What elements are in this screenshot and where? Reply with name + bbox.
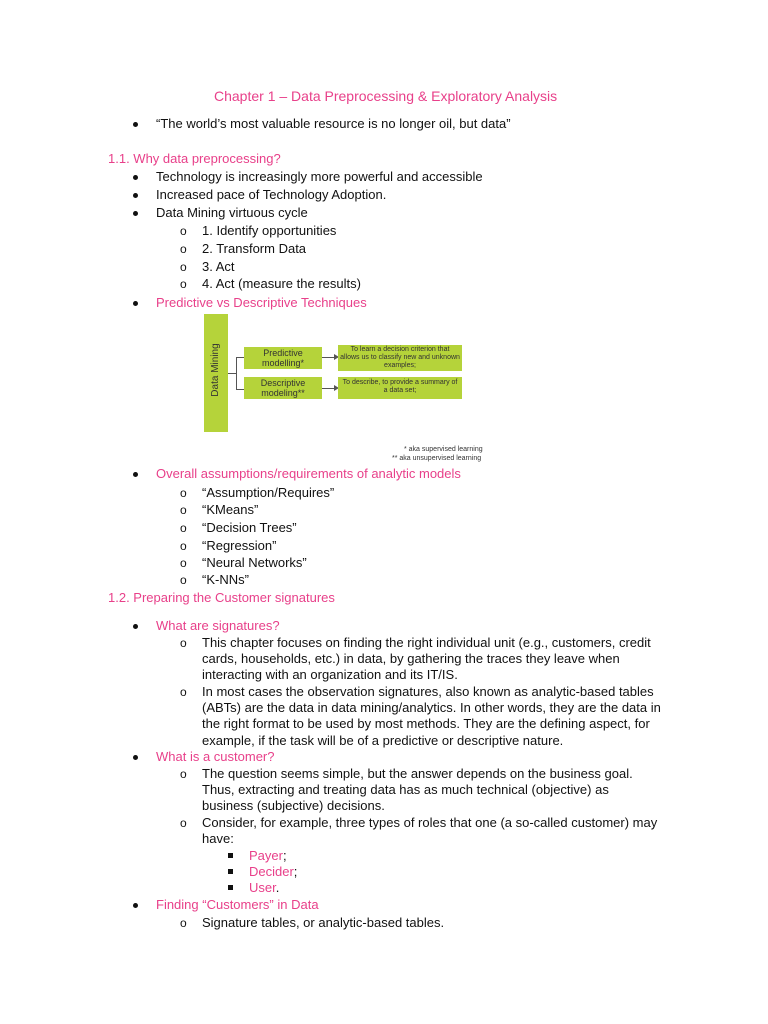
section-heading-1-2: 1.2. Preparing the Customer signatures — [108, 590, 335, 605]
sub-bullet-circle: o — [180, 242, 187, 256]
square-bullet — [228, 853, 233, 858]
bullet-dot — [133, 211, 138, 216]
sub-bullet-circle: o — [180, 556, 187, 570]
bullet-dot — [133, 122, 138, 127]
assumption-item: “Decision Trees” — [202, 520, 297, 535]
signatures-paragraph: In most cases the observation signatures, also known as analytic-based tables (ABTs) are the data in data mining/analytics. In other words, they are the data in the right format to be used by most methods. They are the defining aspect, for example, if the task will be of a predictive or descriptive nature. — [202, 684, 661, 748]
role-punct: ; — [282, 848, 287, 863]
bullet-dot — [133, 624, 138, 629]
role-name: Decider — [249, 864, 294, 879]
customer-paragraph: Consider, for example, three types of roles that one (a so-called customer) may have: — [202, 815, 658, 847]
square-bullet — [228, 869, 233, 874]
quote-text: “The world’s most valuable resource is no longer oil, but data” — [156, 116, 511, 131]
sub-bullet-circle: o — [180, 767, 187, 781]
diagram-note: ** aka unsupervised learning — [392, 455, 482, 462]
cycle-item: 2. Transform Data — [202, 241, 307, 256]
cycle-item: 1. Identify opportunities — [202, 223, 337, 238]
page-title: Chapter 1 – Data Preprocessing & Exploratory Analysis — [214, 88, 558, 104]
bullet-dot — [133, 193, 138, 198]
assumption-item: “KMeans” — [202, 502, 259, 517]
bullet-dot — [133, 903, 138, 908]
data-mining-diagram — [204, 312, 500, 468]
what-customer-heading: What is a customer? — [156, 749, 275, 764]
assumption-item: “Neural Networks” — [202, 555, 307, 570]
connector-line — [236, 357, 237, 389]
diagram-note: * aka supervised learning — [404, 446, 483, 453]
sub-bullet-circle: o — [180, 503, 187, 517]
sub-bullet-circle: o — [180, 636, 187, 650]
sub-bullet-circle: o — [180, 916, 187, 930]
role-punct: . — [275, 880, 280, 895]
sub-bullet-circle: o — [180, 573, 187, 587]
role-punct: ; — [293, 864, 298, 879]
connector-line — [236, 389, 244, 390]
predictive-heading: Predictive vs Descriptive Techniques — [156, 295, 367, 310]
square-bullet — [228, 885, 233, 890]
role-item — [249, 864, 297, 880]
assumptions-heading: Overall assumptions/requirements of analytic models — [156, 466, 461, 481]
role-name: User — [249, 880, 276, 895]
bullet-dot — [133, 755, 138, 760]
sub-bullet-circle: o — [180, 277, 187, 291]
role-item — [249, 848, 287, 864]
list-item: Data Mining virtuous cycle — [156, 205, 308, 220]
sub-bullet-circle: o — [180, 685, 187, 699]
finding-item: Signature tables, or analytic-based tables. — [202, 915, 445, 930]
finding-customers-heading: Finding “Customers” in Data — [156, 897, 319, 912]
section-heading-1-1: 1.1. Why data preprocessing? — [108, 151, 281, 166]
sub-bullet-circle: o — [180, 539, 187, 553]
bullet-dot — [133, 175, 138, 180]
list-item: Increased pace of Technology Adoption. — [156, 187, 387, 202]
cycle-item: 4. Act (measure the results) — [202, 276, 361, 291]
predictive-desc: To learn a decision criterion that allows us to classify new and unknown examples; — [340, 346, 460, 369]
connector-line — [228, 373, 236, 374]
bullet-dot — [133, 472, 138, 477]
sub-bullet-circle: o — [180, 816, 187, 830]
descriptive-box-label: Descriptive modeling** — [260, 378, 306, 398]
assumption-item: “K-NNs” — [202, 572, 249, 587]
diagram-vertical-label: Data Mining — [210, 343, 221, 397]
signatures-paragraph: This chapter focuses on finding the right individual unit (e.g., customers, credit cards, households, etc.) in data, by gathering the traces they leave when interacting with an organization and its IT/IS. — [202, 635, 651, 683]
customer-paragraph: The question seems simple, but the answer depends on the business goal. Thus, extracting and treating data has as much technical (objective) as business (subjective) decisions. — [202, 766, 633, 814]
connector-line — [236, 357, 244, 358]
role-item — [249, 880, 279, 896]
assumption-item: “Regression” — [202, 538, 277, 553]
what-signatures-heading: What are signatures? — [156, 618, 280, 633]
bullet-dot — [133, 301, 138, 306]
descriptive-desc: To describe, to provide a summary of a data set; — [342, 379, 458, 394]
cycle-item: 3. Act — [202, 259, 235, 274]
assumption-item: “Assumption/Requires” — [202, 485, 335, 500]
sub-bullet-circle: o — [180, 521, 187, 535]
sub-bullet-circle: o — [180, 224, 187, 238]
sub-bullet-circle: o — [180, 486, 187, 500]
role-name: Payer — [249, 848, 283, 863]
sub-bullet-circle: o — [180, 260, 187, 274]
predictive-box-label: Predictive modelling* — [261, 348, 305, 368]
list-item: Technology is increasingly more powerful and accessible — [156, 169, 483, 184]
